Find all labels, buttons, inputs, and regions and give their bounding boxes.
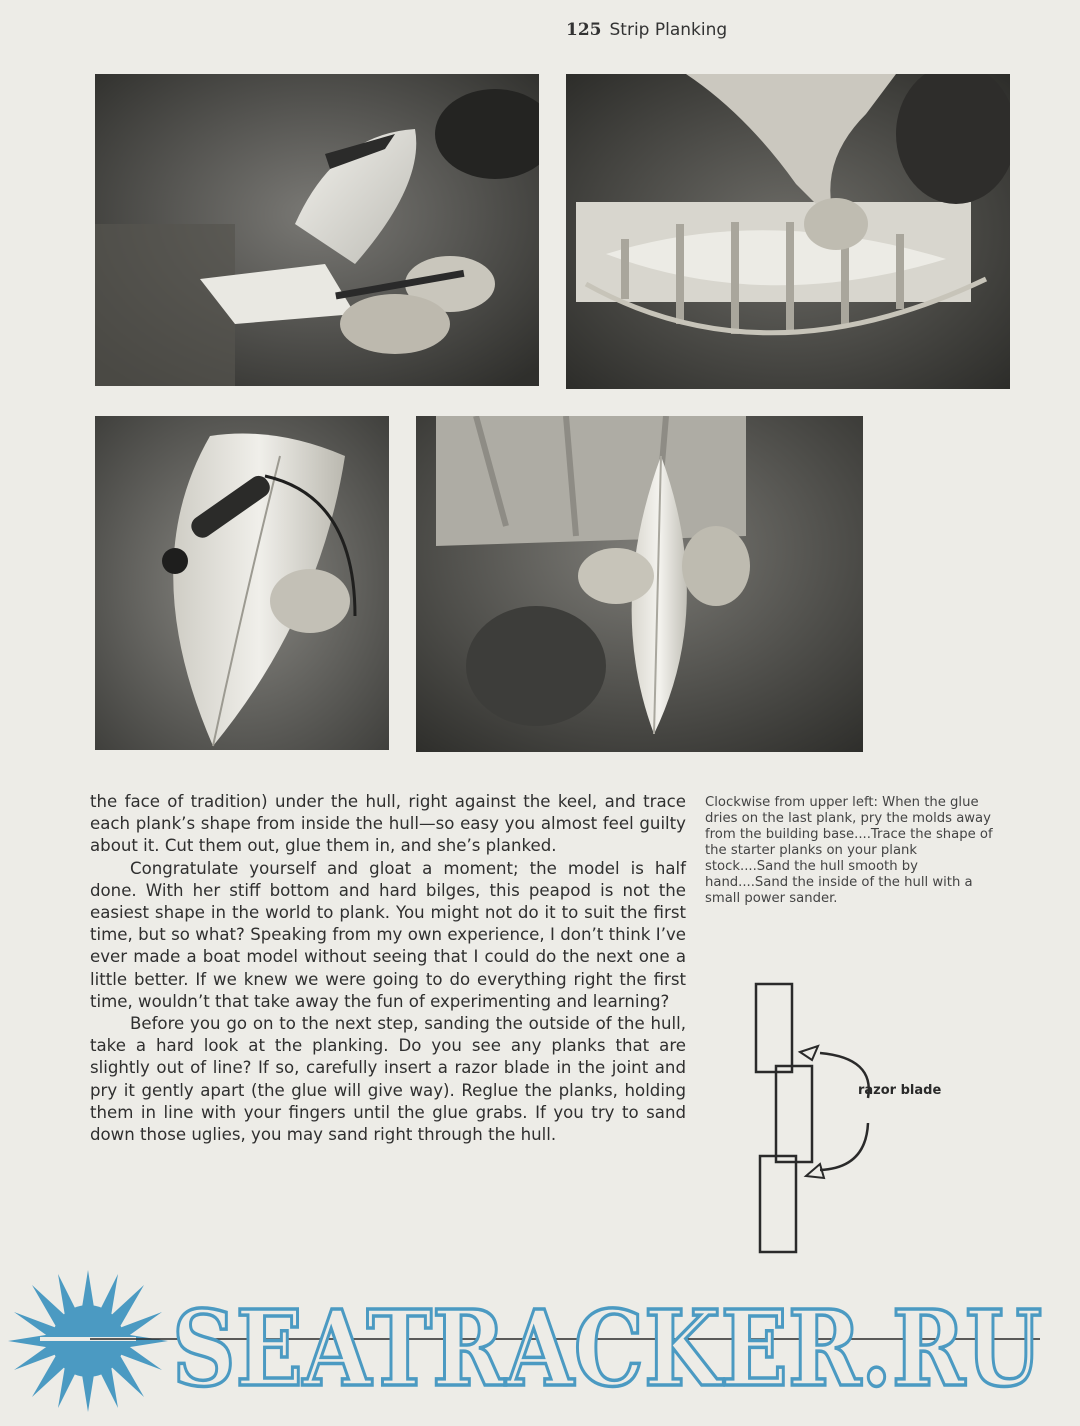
chapter-title: Strip Planking xyxy=(609,20,728,40)
watermark-text: SEATRACKER.RU xyxy=(172,1287,1042,1410)
paragraph-3: Before you go on to the next step, sanding the outside of the hull, take a hard look at the planking. Do you see any planks that are slightly out of line? If so, carefully insert a razor blade in the joint and pry it gently apart (the glue will give way). Reglue the planks, holding them in line with your fingers until the glue grabs. If you try to sand down those uglies, you may sand right through the hull. xyxy=(90,1014,686,1145)
page-number: 125 xyxy=(566,20,602,40)
photo-top-left xyxy=(95,74,539,386)
figure-caption: Clockwise from upper left: When the glue dries on the last plank, pry the molds away from the building base....Trace the shape of the starter planks on your plank stock....Sand the hull smooth by hand....Sand the inside of the hull with a small power sander. xyxy=(705,795,993,906)
running-header xyxy=(566,20,727,40)
watermark xyxy=(0,1260,1080,1426)
body-text xyxy=(90,791,686,1146)
photo-bottom-left xyxy=(95,416,389,750)
sun-icon xyxy=(8,1270,168,1412)
paragraph-2: Congratulate yourself and gloat a moment; the model is half done. With her stiff bottom and hard bilges, this peapod is not the easiest shape in the world to plank. You might not do it to suit the first time, but so what? Speaking from my own experience, I don’t think I’ve ever made a boat model without seeing that I could do the next one a little better. If we knew we were going to do everything right the first time, wouldn’t that take away the fun of experimenting and learning? xyxy=(90,858,686,1011)
paragraph-1: the face of tradition) under the hull, right against the keel, and trace each plank’s shape from inside the hull—so easy you almost feel guilty about it. Cut them out, glue them in, and she’s planked. xyxy=(90,792,686,856)
razor-blade-diagram xyxy=(740,978,970,1262)
photo-top-right xyxy=(566,74,1010,389)
diagram-label: razor blade xyxy=(858,1083,942,1098)
photo-bottom-right xyxy=(416,416,863,752)
